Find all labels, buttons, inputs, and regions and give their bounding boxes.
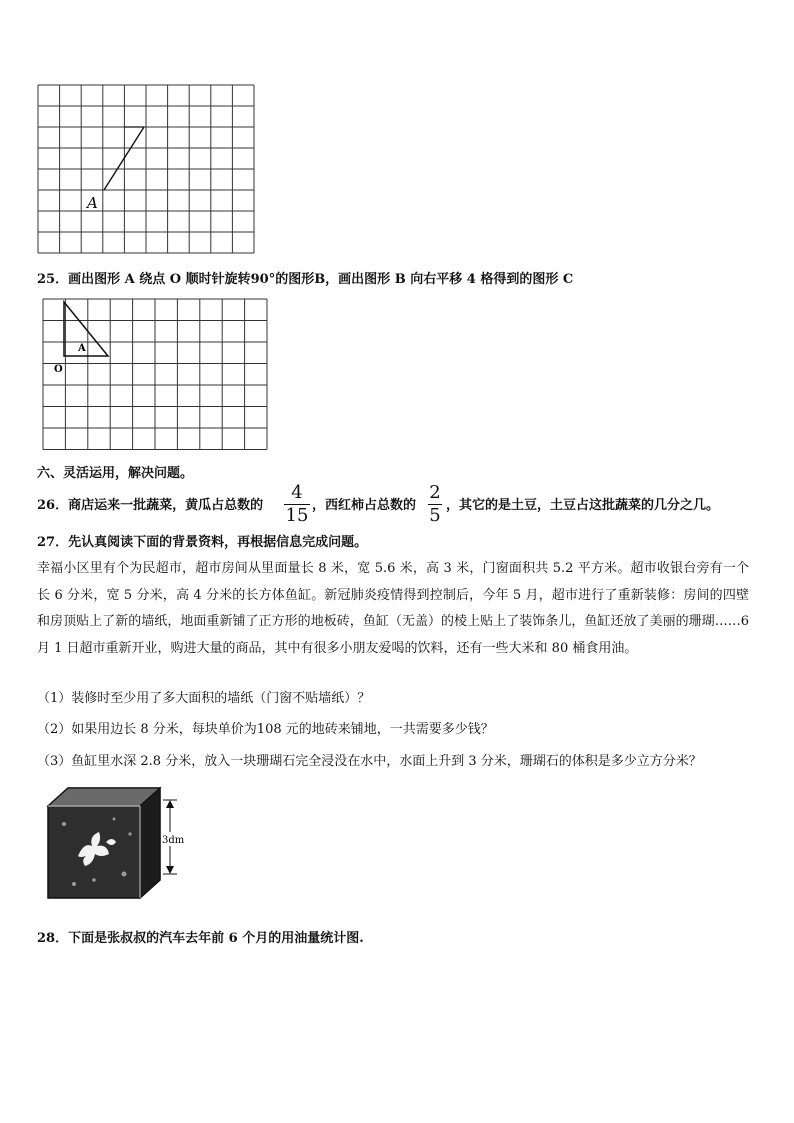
fraction-4-15 bbox=[284, 483, 310, 526]
fish-tank-figure bbox=[44, 784, 194, 904]
fraction-2-numerator: 2 bbox=[429, 482, 441, 503]
question-27-sub1: （1）装修时至少用了多大面积的墙纸（门窗不贴墙纸）？ bbox=[37, 691, 371, 706]
question-27-sub2: （2）如果用边长 8 分米，每块单价为108 元的地砖来铺地，一共需要多少钱？ bbox=[37, 722, 494, 737]
section-6-title: 六、灵活运用，解决问题。 bbox=[37, 466, 194, 481]
water-depth-label: 3dm bbox=[162, 835, 185, 846]
point-o-label: O bbox=[54, 364, 63, 375]
question-26-part3: ，其它的是土豆，土豆占这批蔬菜的几分之几。 bbox=[446, 498, 720, 513]
question-25: 25．画出图形 A 绕点 O 顺时针旋转90°的图形B，画出图形 B 向右平移 4 格得到的图形 C bbox=[37, 272, 574, 287]
question-26-part2: ，西红柿占总数的 bbox=[312, 498, 417, 513]
triangle-a bbox=[64, 302, 108, 356]
question-27-title: 27．先认真阅读下面的背景资料，再根据信息完成问题。 bbox=[37, 535, 368, 550]
fraction-1-numerator: 4 bbox=[291, 482, 303, 503]
question-28: 28．下面是张叔叔的汽车去年前 6 个月的用油量统计图. bbox=[37, 931, 364, 946]
question-26-part1: 26．商店运来一批蔬菜，黄瓜占总数的 bbox=[37, 498, 264, 513]
fraction-2-denominator: 5 bbox=[429, 505, 441, 526]
grid-figure-b bbox=[42, 298, 270, 456]
triangle-a-label: A bbox=[78, 343, 86, 354]
fraction-2-5 bbox=[428, 483, 442, 526]
question-27-background: 幸福小区里有个为民超市，超市房间从里面量长 8 米，宽 5.6 米，高 3 米，门窗面积共 5.2 平方米。超市收银台旁有一个长 6 分米，宽 5 分米，高 4 分米的长方体鱼缸。新冠肺炎疫情得到控制后，今年 5 月，超市进行了重新装修：房间的四壁和房顶贴上了新的墙纸，地面重新铺了正方形的地板砖，鱼缸（无盖）的棱上贴上了装饰条儿，鱼缸还放了美丽的珊瑚……6 月 1 日超市重新开业，购进大量的商品，其中有很多小朋友爱喝的饮料，还有一些大米和 80 桶食用油。 bbox=[37, 561, 749, 656]
fraction-1-denominator: 15 bbox=[285, 505, 309, 526]
point-a-label: A bbox=[87, 194, 98, 212]
grid-figure-a bbox=[37, 84, 259, 256]
question-27-sub3: （3）鱼缸里水深 2.8 分米，放入一块珊瑚石完全浸没在水中，水面上升到 3 分米，珊瑚石的体积是多少立方分米？ bbox=[37, 754, 702, 769]
